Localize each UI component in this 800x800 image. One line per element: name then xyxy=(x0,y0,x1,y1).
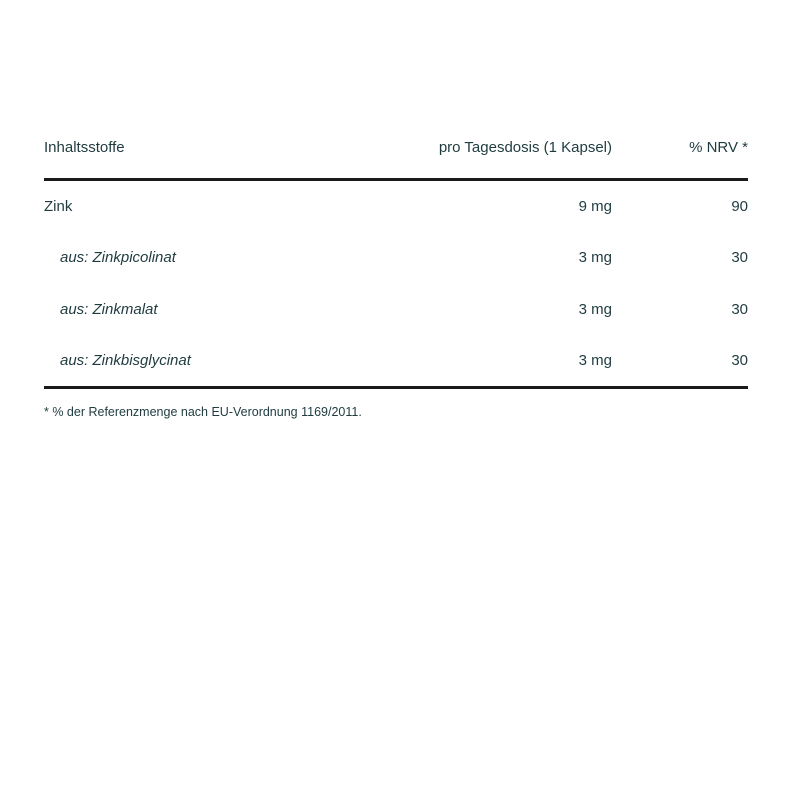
header-ingredient: Inhaltsstoffe xyxy=(44,139,125,156)
ingredient-name: aus: Zinkmalat xyxy=(60,300,158,318)
ingredient-nrv: 90 xyxy=(731,198,748,216)
table-header-row xyxy=(44,129,748,181)
table-bottom-divider xyxy=(44,386,748,389)
ingredient-nrv: 30 xyxy=(731,300,748,318)
header-dose: pro Tagesdosis (1 Kapsel) xyxy=(438,139,612,156)
ingredient-name: Zink xyxy=(44,198,73,216)
table-row xyxy=(44,232,748,283)
ingredient-dose: 9 mg xyxy=(578,198,612,216)
ingredient-nrv: 30 xyxy=(731,352,748,370)
ingredient-name: aus: Zinkbisglycinat xyxy=(60,352,191,370)
ingredient-dose: 3 mg xyxy=(578,300,612,318)
table-row xyxy=(44,335,748,386)
footnote: * % der Referenzmenge nach EU-Verordnung 1169/2011. xyxy=(44,405,362,419)
ingredient-dose: 3 mg xyxy=(578,352,612,370)
ingredient-dose: 3 mg xyxy=(578,249,612,267)
ingredient-name: aus: Zinkpicolinat xyxy=(60,249,176,267)
ingredient-nrv: 30 xyxy=(731,249,748,267)
header-nrv: % NRV * xyxy=(689,139,748,156)
table-row xyxy=(44,181,748,232)
table-row xyxy=(44,284,748,335)
nutrition-table xyxy=(44,129,748,389)
